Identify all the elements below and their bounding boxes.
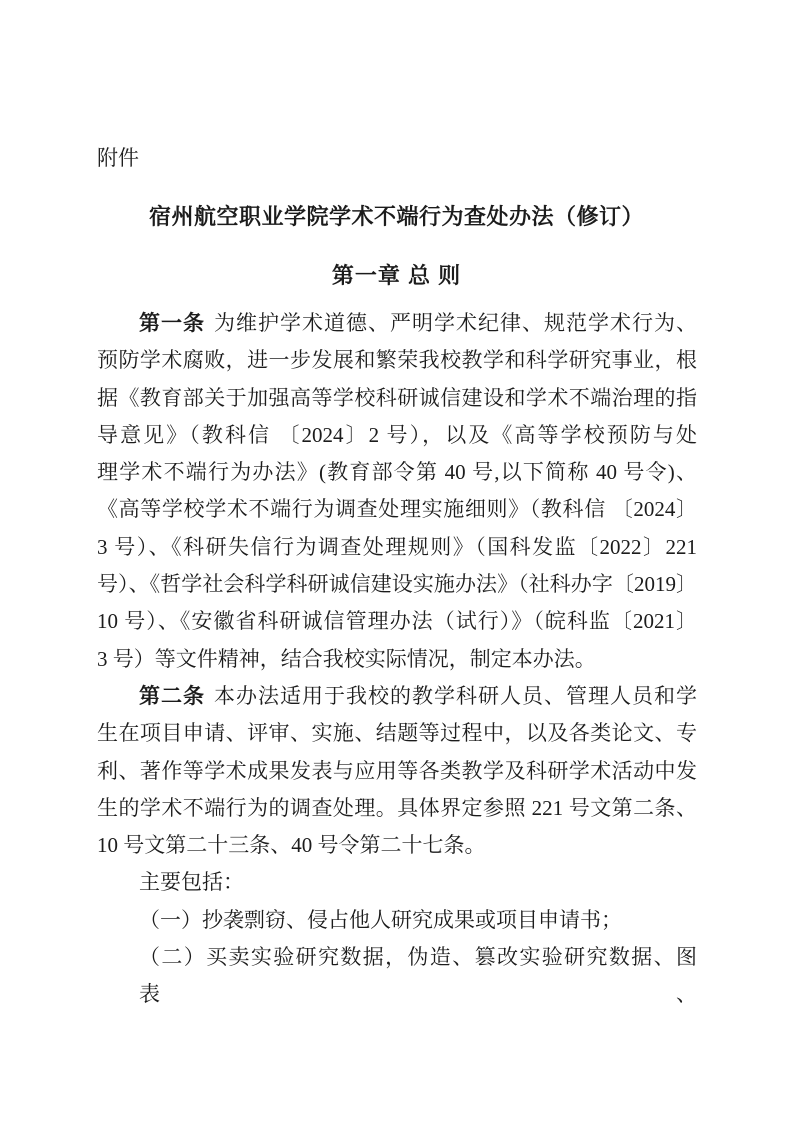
includes-intro: 主要包括： bbox=[139, 870, 244, 895]
article-1-line-2: 预防学术腐败，进一步发展和繁荣我校教学和科学研究事业，根 bbox=[97, 348, 697, 373]
article-1-line-3: 据《教育部关于加强高等学校科研诚信建设和学术不端治理的指 bbox=[97, 385, 697, 410]
article-1-line-10: 3 号）等文件精神，结合我校实际情况，制定本办法。 bbox=[97, 646, 596, 671]
article-1-line-8: 号）、《哲学社会科学科研诚信建设实施办法》（社科办字〔2019〕 bbox=[97, 572, 697, 597]
article-1-line-7: 3 号）、《科研失信行为调查处理规则》（国科发监〔2022〕221 bbox=[97, 534, 697, 559]
document-body bbox=[97, 305, 697, 1007]
article-2-line-3: 利、著作等学术成果发表与应用等各类教学及科研学术活动中发 bbox=[97, 758, 697, 783]
list-item-2: （二）买卖实验研究数据，伪造、篡改实验研究数据、图表、 bbox=[139, 945, 697, 1007]
article-2-number: 第二条 bbox=[139, 683, 205, 708]
article-1-line-4: 导意见》（教科信 〔2024〕2 号），以及《高等学校预防与处 bbox=[97, 422, 697, 447]
attachment-label: 附件 bbox=[97, 147, 139, 170]
chapter-heading: 第一章 总 则 bbox=[331, 263, 462, 288]
article-2-line-5: 10 号文第二十三条、40 号令第二十七条。 bbox=[97, 833, 486, 858]
article-1-number: 第一条 bbox=[139, 311, 205, 335]
article-1-line-9: 10 号）、《安徽省科研诚信管理办法（试行）》（皖科监〔2021〕 bbox=[97, 609, 697, 634]
document-title: 宿州航空职业学院学术不端行为查处办法（修订） bbox=[148, 204, 644, 229]
article-2-line-2: 生在项目申请、评审、实施、结题等过程中，以及各类论文、专 bbox=[97, 721, 697, 746]
article-1-line-5: 理学术不端行为办法》(教育部令第 40 号,以下简称 40 号令)、 bbox=[97, 460, 697, 485]
article-1-line-6: 《高等学校学术不端行为调查处理实施细则》（教科信 〔2024〕 bbox=[97, 497, 697, 522]
article-2-line-1 bbox=[97, 678, 697, 715]
article-2-line-4: 生的学术不端行为的调查处理。具体界定参照 221 号文第二条、 bbox=[97, 795, 697, 820]
article-1-opening-text: 为维护学术道德、严明学术纪律、规范学术行为、 bbox=[214, 311, 697, 335]
list-item-1: （一）抄袭剽窃、侵占他人研究成果或项目申请书； bbox=[139, 907, 622, 932]
article-2-opening-text: 本办法适用于我校的教学科研人员、管理人员和学 bbox=[214, 683, 697, 708]
article-1-line-1 bbox=[97, 305, 697, 342]
